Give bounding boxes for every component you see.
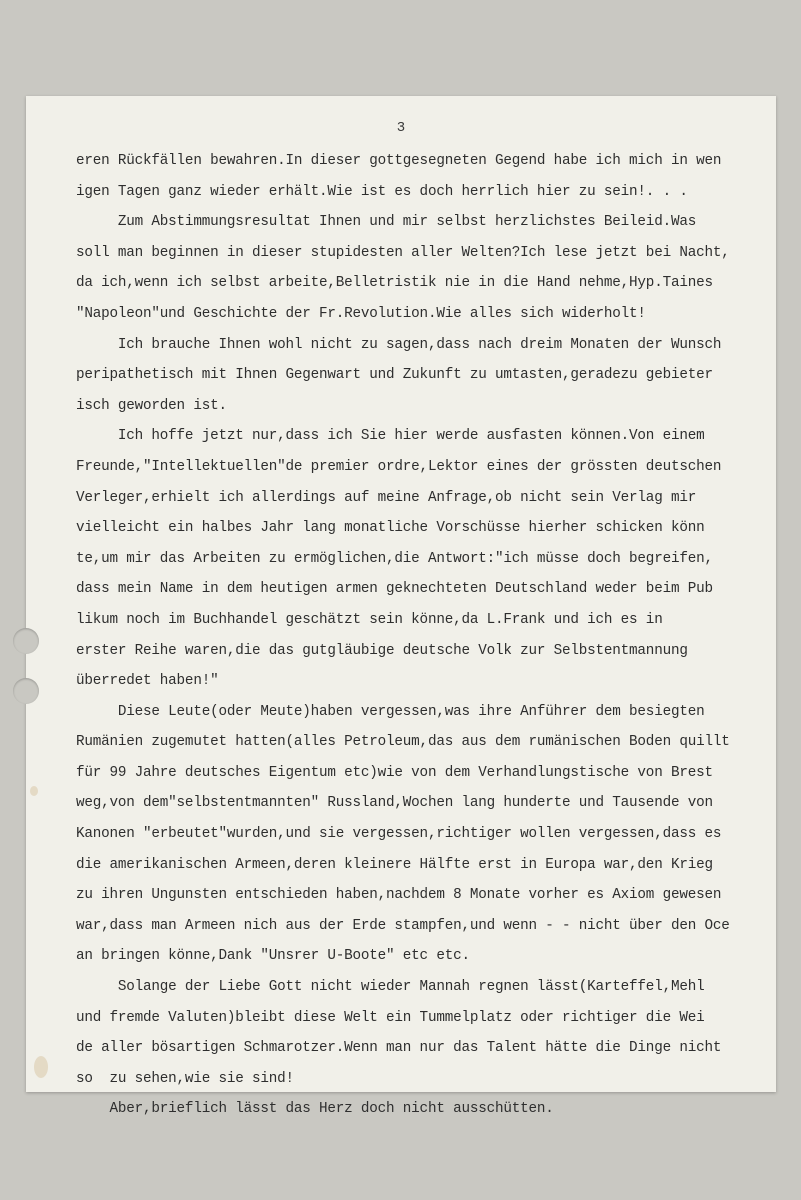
text-line: soll man beginnen in dieser stupidesten aller Welten?Ich lese jetzt bei Nacht,	[76, 244, 730, 261]
text-line: war,dass man Armeen nich aus der Erde stampfen,und wenn - - nicht über den Oce	[76, 917, 730, 934]
punch-hole	[13, 678, 39, 704]
text-line: te,um mir das Arbeiten zu ermöglichen,die Antwort:"ich müsse doch begreifen,	[76, 550, 713, 567]
text-line: peripathetisch mit Ihnen Gegenwart und Zukunft zu umtasten,geradezu gebieter	[76, 367, 713, 384]
text-line: eren Rückfällen bewahren.In dieser gottgesegneten Gegend habe ich mich in wen	[76, 153, 722, 169]
text-line: isch geworden ist.	[76, 397, 227, 414]
text-line: Verleger,erhielt ich allerdings auf meine Anfrage,ob nicht sein Verlag mir	[76, 489, 697, 506]
text-line: Rumänien zugemutet hatten(alles Petroleum,das aus dem rumänischen Boden quillt	[76, 734, 730, 751]
stain	[30, 786, 38, 796]
text-line: Diese Leute(oder Meute)haben vergessen,was ihre Anführer dem besiegten	[76, 703, 705, 720]
text-line: "Napoleon"und Geschichte der Fr.Revolution.Wie alles sich widerholt!	[76, 305, 646, 322]
text-line: Ich brauche Ihnen wohl nicht zu sagen,dass nach dreim Monaten der Wunsch	[76, 336, 722, 353]
text-line: da ich,wenn ich selbst arbeite,Belletristik nie in die Hand nehme,Hyp.Taines	[76, 275, 713, 292]
text-line: Zum Abstimmungsresultat Ihnen und mir selbst herzlichstes Beileid.Was	[76, 214, 697, 231]
typed-letter-body	[76, 146, 756, 1125]
stain	[34, 1056, 48, 1078]
text-line: und fremde Valuten)bleibt diese Welt ein Tummelplatz oder richtiger die Wei	[76, 1009, 705, 1026]
text-line: Freunde,"Intellektuellen"de premier ordre,Lektor eines der grössten deutschen	[76, 458, 722, 475]
text-line: an bringen könne,Dank "Unsrer U-Boote" etc etc.	[76, 948, 470, 965]
text-line: Ich hoffe jetzt nur,dass ich Sie hier werde ausfasten können.Von einem	[76, 428, 705, 445]
text-line: zu ihren Ungunsten entschieden haben,nachdem 8 Monate vorher es Axiom gewesen	[76, 887, 722, 904]
text-line: vielleicht ein halbes Jahr lang monatliche Vorschüsse hierher schicken könn	[76, 520, 705, 537]
text-line: Aber,brieflich lässt das Herz doch nicht ausschütten.	[76, 1101, 554, 1118]
text-line: likum noch im Buchhandel geschätzt sein könne,da L.Frank und ich es in	[76, 611, 663, 628]
text-line: so zu sehen,wie sie sind!	[76, 1070, 294, 1087]
text-line: weg,von dem"selbstentmannten" Russland,Wochen lang hunderte und Tausende von	[76, 795, 713, 812]
text-line: Kanonen "erbeutet"wurden,und sie vergessen,richtiger wollen vergessen,dass es	[76, 826, 722, 843]
letter-page	[26, 96, 776, 1118]
text-line: überredet haben!"	[76, 673, 219, 690]
text-line: igen Tagen ganz wieder erhält.Wie ist es doch herrlich hier zu sein!. . .	[76, 183, 688, 200]
punch-hole	[13, 628, 39, 654]
text-line: erster Reihe waren,die das gutgläubige deutsche Volk zur Selbstentmannung	[76, 642, 688, 659]
text-line: dass mein Name in dem heutigen armen geknechteten Deutschland weder beim Pub	[76, 581, 713, 598]
text-line: de aller bösartigen Schmarotzer.Wenn man nur das Talent hätte die Dinge nicht	[76, 1040, 722, 1057]
text-line: die amerikanischen Armeen,deren kleinere Hälfte erst in Europa war,den Krieg	[76, 856, 713, 873]
text-line: Solange der Liebe Gott nicht wieder Mannah regnen lässt(Karteffel,Mehl	[76, 979, 705, 996]
page-number: 3	[396, 120, 406, 136]
text-line: für 99 Jahre deutsches Eigentum etc)wie von dem Verhandlungstische von Brest	[76, 764, 713, 781]
